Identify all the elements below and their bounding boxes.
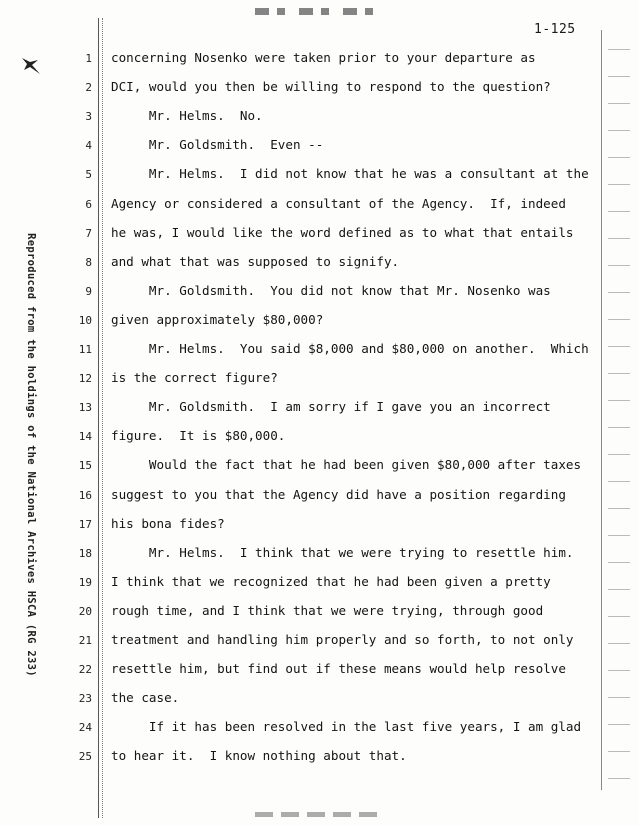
transcript-line: Would the fact that he had been given $80,000 after taxes [111,457,582,473]
transcript-line: DCI, would you then be willing to respond to the question? [111,79,551,95]
margin-rule [98,18,99,818]
transcript-line: resettle him, but find out if these means would help resolve [111,661,566,677]
line-number: 15 [78,459,92,473]
line-number: 8 [85,255,92,269]
line-number: 12 [78,372,92,386]
line-number: 1 [85,52,92,65]
line-number: 25 [78,750,92,764]
transcript-line: given approximately $80,000? [111,311,324,327]
line-number: 14 [78,430,92,444]
transcript-line: I think that we recognized that he had been given a pretty [111,573,551,589]
line-number: 16 [78,488,92,502]
line-number: 23 [78,692,92,706]
transcript-line: rough time, and I think that we were trying, through good [111,602,544,618]
line-number: 22 [78,663,92,677]
transcript-line: suggest to you that the Agency did have a position regarding [111,486,566,502]
transcript-line: If it has been resolved in the last five years, I am glad [111,719,582,735]
top-smudge [255,8,385,15]
archives-stamp-text: Reproduced from the holdings of the National Archives HSCA (RG 233) [25,233,37,677]
line-number: 3 [85,110,92,124]
margin-rule-dotted [102,18,103,818]
line-number: 10 [78,313,92,327]
transcript-line: Mr. Goldsmith. Even -- [111,137,324,153]
transcript-line: treatment and handling him properly and so forth, to not only [111,632,574,647]
page-number: 1-125 [534,22,576,37]
line-number: 21 [78,634,92,647]
line-number: 20 [78,604,92,618]
line-number: 9 [85,284,92,298]
archives-stamp [19,225,43,685]
line-number: 13 [78,401,92,415]
line-number: 6 [85,197,92,211]
right-margin-noise [608,40,630,780]
line-number: 24 [78,721,92,735]
transcript-line: to hear it. I know nothing about that. [111,748,407,764]
bird-mark-icon [18,52,44,78]
transcript-line: Mr. Helms. You said $8,000 and $80,000 on another. Which [111,341,589,356]
bottom-smudge [255,812,385,817]
transcript-line: and what that was supposed to signify. [111,253,400,269]
transcript-line: is the correct figure? [111,370,278,386]
line-number: 11 [78,343,92,356]
line-number: 17 [78,517,92,531]
line-number: 2 [85,81,92,95]
transcript-line: concerning Nosenko were taken prior to your departure as [111,50,536,65]
right-margin-rule [601,30,602,790]
transcript-line: his bona fides? [111,515,225,531]
line-number: 19 [78,575,92,589]
line-number: 18 [78,546,92,560]
transcript-line: Mr. Helms. No. [111,108,263,124]
transcript-line: Mr. Goldsmith. I am sorry if I gave you an incorrect [111,399,551,415]
transcript-line: he was, I would like the word defined as to what that entails [111,224,574,240]
transcript-line: Agency or considered a consultant of the Agency. If, indeed [111,195,566,211]
line-number: 4 [85,139,92,153]
transcript-line: Mr. Helms. I did not know that he was a consultant at the [111,166,589,182]
transcript-line: Mr. Goldsmith. You did not know that Mr. Nosenko was [111,282,551,298]
transcript-line: the case. [111,690,180,706]
line-number: 5 [85,168,92,182]
line-number: 7 [85,226,92,240]
transcript-line: figure. It is $80,000. [111,428,286,444]
transcript-line: Mr. Helms. I think that we were trying to resettle him. [111,544,574,560]
